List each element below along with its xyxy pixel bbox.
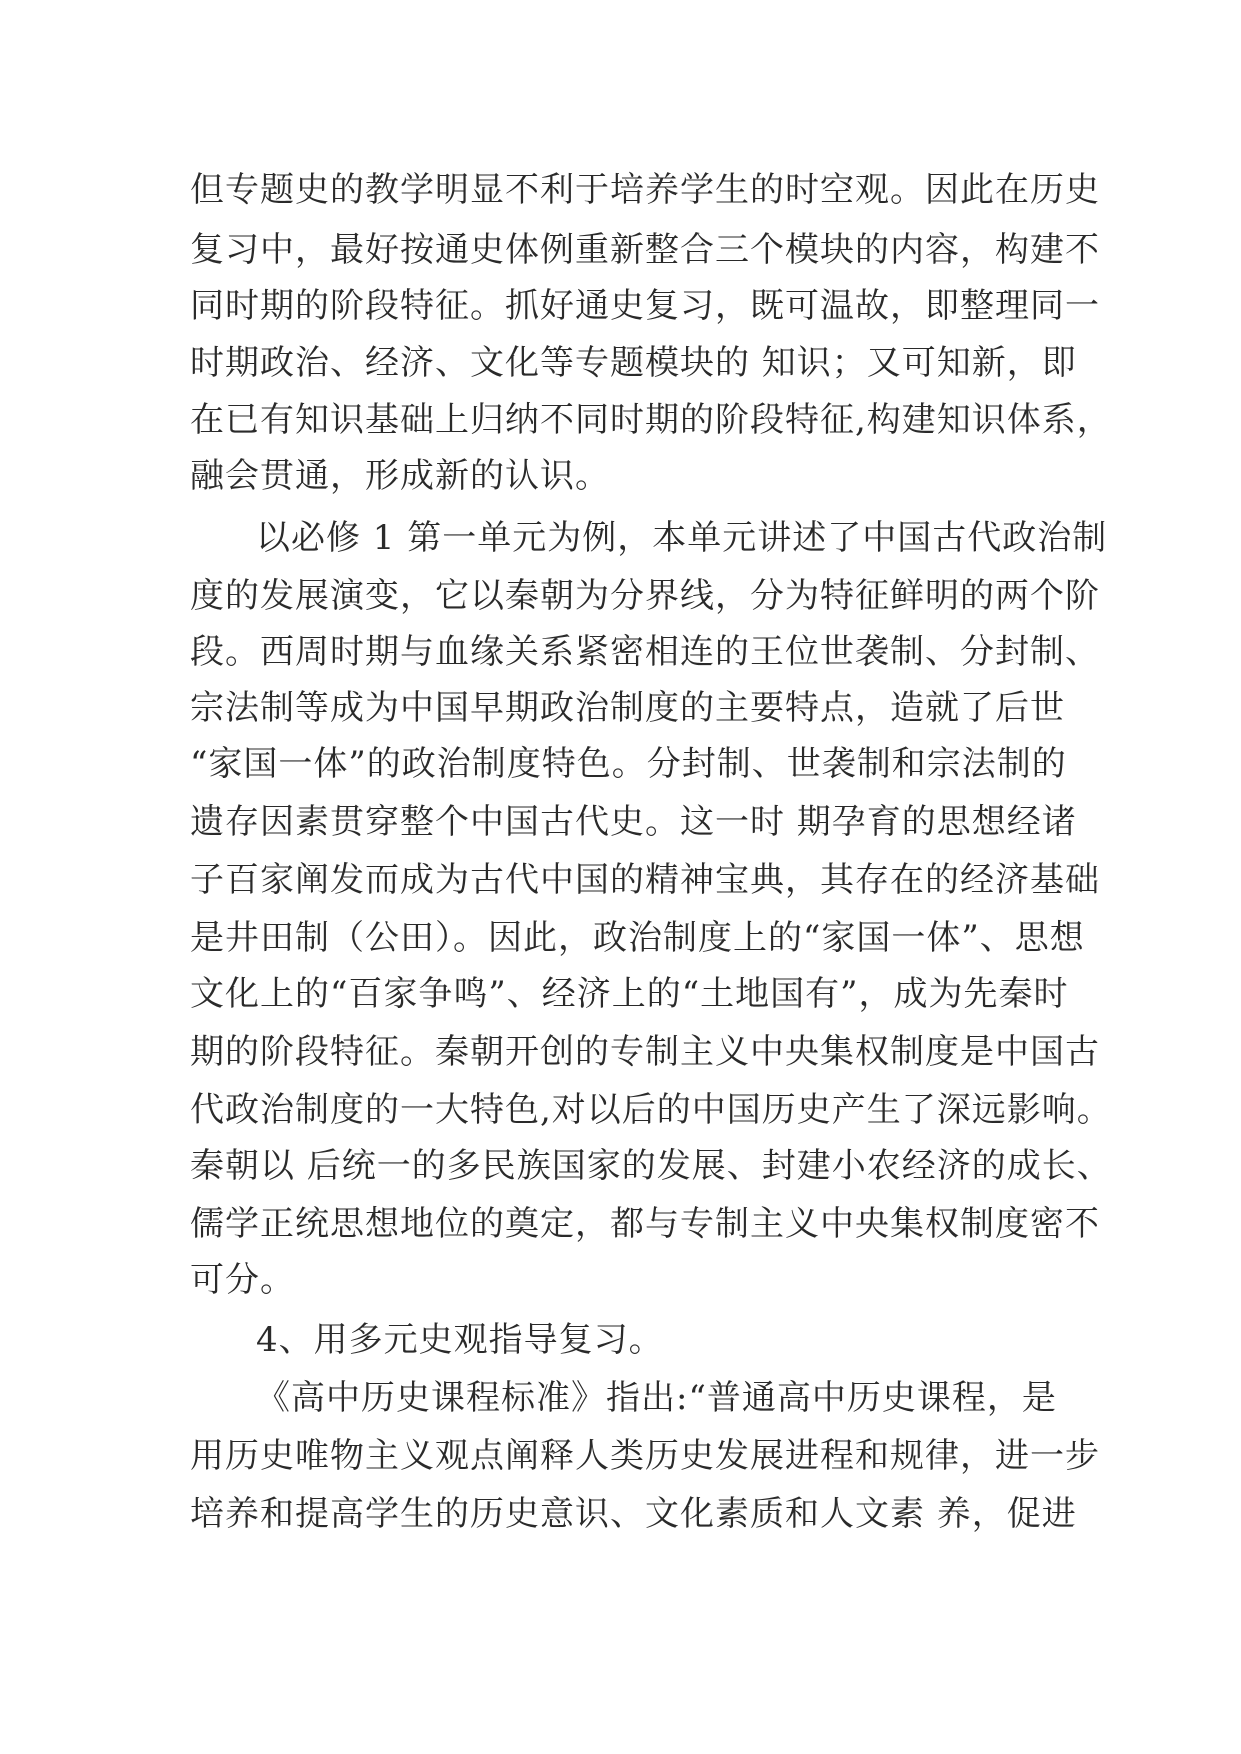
text-line: 儒学正统思想地位的奠定，都与专制主义中央集权制度密不 [190, 1204, 1100, 1244]
paragraph-start-line: 《高中历史课程标准》指出:“普通高中历史课程，是 [256, 1378, 1057, 1418]
text-line: 子百家阐发而成为古代中国的精神宝典，其存在的经济基础 [190, 860, 1100, 900]
text-line: 融会贯通，形成新的认识。 [190, 456, 610, 496]
text-line: 在已有知识基础上归纳不同时期的阶段特征,构建知识体系， [190, 400, 1112, 440]
text-line: 可分。 [190, 1260, 295, 1300]
text-line: 遗存因素贯穿整个中国古代史。这一时 期孕育的思想经诸 [190, 802, 1077, 842]
text-line: 段。西周时期与血缘关系紧密相连的王位世袭制、分封制、 [190, 632, 1100, 672]
text-line: 培养和提高学生的历史意识、文化素质和人文素 养，促进 [190, 1494, 1077, 1534]
text-line: 代政治制度的一大特色,对以后的中国历史产生了深远影响。 [190, 1090, 1112, 1130]
text-line: 复习中，最好按通史体例重新整合三个模块的内容，构建不 [190, 230, 1100, 270]
text-line: “家国一体”的政治制度特色。分封制、世袭制和宗法制的 [190, 744, 1067, 784]
text-line: 用历史唯物主义观点阐释人类历史发展进程和规律，进一步 [190, 1436, 1100, 1476]
text-line: 期的阶段特征。秦朝开创的专制主义中央集权制度是中国古 [190, 1032, 1100, 1072]
section-heading: 4、用多元史观指导复习。 [256, 1320, 664, 1360]
text-line: 时期政治、经济、文化等专题模块的 知识；又可知新，即 [190, 343, 1077, 383]
text-line: 同时期的阶段特征。抓好通史复习，既可温故，即整理同一 [190, 286, 1100, 326]
paragraph-start-line: 以必修 1 第一单元为例，本单元讲述了中国古代政治制 [256, 518, 1108, 558]
text-line: 文化上的“百家争鸣”、经济上的“土地国有”，成为先秦时 [190, 974, 1069, 1014]
text-line: 秦朝以 后统一的多民族国家的发展、封建小农经济的成长、 [190, 1146, 1112, 1186]
text-line: 度的发展演变，它以秦朝为分界线，分为特征鲜明的两个阶 [190, 576, 1100, 616]
text-line: 宗法制等成为中国早期政治制度的主要特点，造就了后世 [190, 688, 1065, 728]
text-line: 是井田制（公田）。因此，政治制度上的“家国一体”、思想 [190, 918, 1085, 958]
text-line: 但专题史的教学明显不利于培养学生的时空观。因此在历史 [190, 170, 1100, 210]
